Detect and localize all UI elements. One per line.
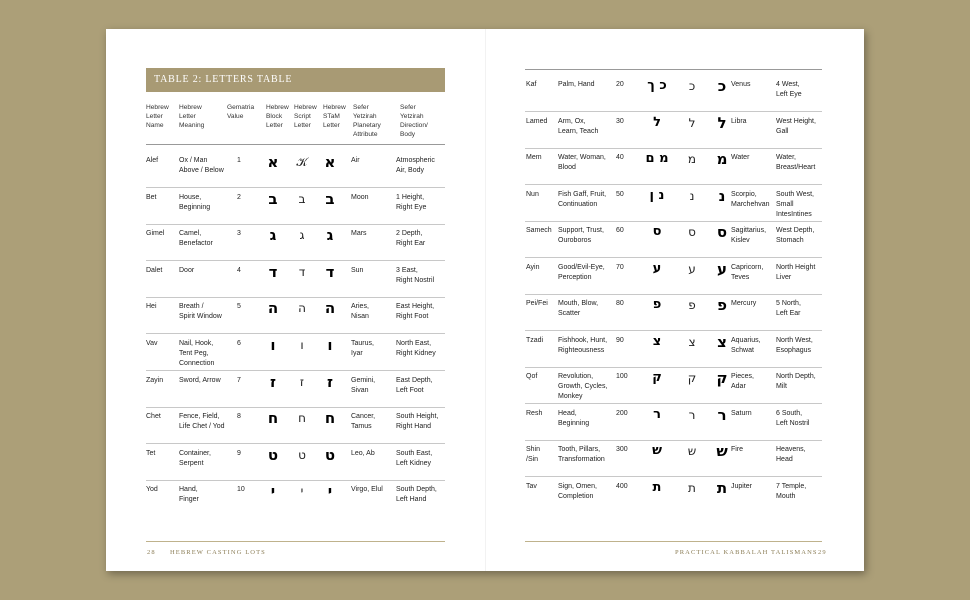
stam-letter: נ	[718, 186, 726, 205]
planetary-attribute: Cancer, Tamus	[351, 413, 376, 431]
script-letter: ס	[688, 225, 696, 239]
gematria-value: 6	[237, 340, 241, 347]
footer-page-number: 28	[147, 549, 156, 556]
row-divider	[146, 370, 445, 371]
gematria-value: 1	[237, 157, 241, 164]
direction-body: North East, Right Kidney	[396, 340, 436, 357]
letter-name: Yod	[146, 486, 158, 494]
letter-name: Bet	[146, 193, 157, 201]
stam-letter: י	[327, 482, 333, 501]
block-letter: צ	[652, 333, 662, 349]
gematria-value: 8	[237, 413, 241, 421]
block-letter: ע	[652, 260, 662, 276]
planetary-attribute: Libra	[731, 117, 747, 125]
letter-name: Dalet	[146, 266, 163, 274]
letter-meaning: Sword, Arrow	[179, 376, 221, 384]
letter-meaning: Hand, Finger	[179, 486, 199, 504]
direction-body: 4 West, Left Eye	[776, 81, 802, 98]
stam-letter: פ	[717, 296, 727, 314]
row-divider	[146, 407, 445, 408]
gematria-value: 4	[237, 266, 241, 274]
row-divider	[525, 221, 822, 222]
letter-meaning: Arm, Ox, Learn, Teach	[558, 117, 599, 135]
block-letter: ש	[652, 443, 662, 458]
letter-meaning: Fish Gaff, Fruit, Continuation	[558, 190, 607, 208]
row-divider	[525, 403, 822, 404]
letter-name: Alef	[146, 157, 159, 164]
direction-body: East Height, Right Foot	[396, 303, 435, 321]
script-letter: ת	[688, 480, 696, 495]
direction-body: West Depth, Stomach	[776, 227, 815, 244]
row-divider	[525, 184, 822, 185]
row-divider	[525, 257, 822, 258]
letter-name: Kaf	[526, 81, 537, 88]
block-letter: ה	[267, 299, 279, 318]
letter-meaning: Tooth, Pillars, Transformation	[558, 446, 605, 463]
stam-letter: ס	[716, 223, 728, 241]
stam-letter: ר	[717, 405, 727, 424]
direction-body: 2 Depth, Right Ear	[396, 230, 426, 248]
block-letter: ת	[652, 479, 662, 495]
block-letter: י	[270, 482, 276, 501]
direction-body: South Height, Right Hand	[396, 413, 439, 431]
header-block-letter: Hebrew Block Letter	[266, 104, 289, 129]
letter-meaning: Water, Woman, Blood	[558, 154, 606, 171]
letter-meaning: Container, Serpent	[179, 449, 211, 467]
direction-body: East Depth, Left Foot	[396, 376, 433, 394]
book-spread	[106, 29, 864, 571]
gematria-value: 90	[616, 336, 624, 344]
block-letter: ס	[652, 224, 662, 239]
letter-meaning: Support, Trust, Ouroboros	[558, 227, 604, 244]
block-letter: ז	[269, 372, 276, 391]
direction-body: North Height Liver	[776, 263, 816, 281]
letter-name: Samech	[526, 227, 552, 234]
row-divider	[146, 297, 445, 298]
right-page	[485, 29, 864, 571]
footer-book-title: HEBREW CASTING LOTS	[170, 549, 266, 556]
letter-name: Nun	[526, 190, 539, 198]
gematria-value: 70	[616, 263, 624, 271]
stam-letter: ג	[326, 226, 334, 245]
stam-letter: ו	[327, 336, 333, 354]
stam-letter: ד	[325, 262, 335, 281]
script-letter: ע	[688, 261, 696, 276]
planetary-attribute: Aries, Nisan	[351, 303, 369, 321]
script-letter: פ	[688, 298, 696, 312]
header-stam-letter: Hebrew STaM Letter	[323, 104, 346, 129]
left-page	[106, 29, 485, 571]
row-divider	[525, 476, 822, 477]
direction-body: 5 North, Left Ear	[776, 300, 801, 317]
script-letter: 𝒦	[296, 155, 308, 169]
block-letter: ג	[269, 226, 277, 245]
letter-name: Lamed	[526, 117, 548, 125]
script-letter: כ	[688, 79, 696, 93]
stam-letter: ק	[716, 369, 728, 387]
planetary-attribute: Pieces, Adar	[731, 373, 754, 390]
planetary-attribute: Capricorn, Teves	[731, 263, 764, 281]
gematria-value: 100	[616, 373, 628, 380]
direction-body: 3 East, Right Nostril	[396, 266, 435, 284]
row-divider	[146, 260, 445, 261]
script-letter: נ	[689, 188, 695, 203]
gematria-value: 300	[616, 446, 628, 453]
letter-name: Chet	[146, 413, 161, 421]
block-letter: מ ם	[645, 151, 669, 166]
direction-body: Atmospheric Air, Body	[396, 157, 435, 174]
gematria-value: 50	[616, 190, 624, 198]
block-letter: נ ן	[649, 187, 665, 203]
row-divider	[146, 333, 445, 334]
script-letter: ט	[298, 447, 306, 462]
letter-name: Gimel	[146, 230, 165, 238]
direction-body: 7 Temple, Mouth	[776, 482, 807, 500]
block-letter: א	[267, 153, 279, 171]
gematria-value: 400	[616, 482, 628, 490]
letter-name: Shin /Sin	[526, 446, 541, 463]
direction-body: South East, Left Kidney	[396, 449, 433, 467]
footer-book-title: PRACTICAL KABBALAH TALISMANS	[675, 549, 818, 556]
gematria-value: 60	[616, 227, 624, 234]
stam-letter: ח	[324, 409, 336, 428]
letter-name: Tav	[526, 482, 537, 490]
planetary-attribute: Water	[731, 154, 750, 161]
letter-meaning: Ox / Man Above / Below	[179, 157, 224, 174]
planetary-attribute: Mercury	[731, 300, 757, 307]
gematria-value: 200	[616, 409, 628, 417]
row-divider	[146, 224, 445, 225]
row-divider	[525, 330, 822, 331]
script-letter: ה	[298, 301, 306, 316]
script-letter: י	[300, 484, 304, 499]
top-rule	[525, 69, 822, 70]
block-letter: ק	[652, 370, 662, 385]
table-title: TABLE 2: LETTERS TABLE	[146, 68, 445, 92]
letter-meaning: Revolution, Growth, Cycles, Monkey	[558, 373, 608, 400]
stam-letter: ה	[324, 299, 336, 318]
block-letter: ד	[268, 262, 278, 281]
row-divider	[146, 443, 445, 444]
gematria-value: 3	[237, 230, 241, 238]
row-divider	[525, 367, 822, 368]
planetary-attribute: Sun	[351, 266, 364, 274]
letter-meaning: Breath / Spirit Window	[179, 303, 222, 321]
gematria-value: 10	[237, 486, 245, 494]
stam-letter: ש	[716, 442, 728, 460]
letter-meaning: Head, Beginning	[558, 409, 590, 427]
header-gematria: Gematria Value	[227, 104, 255, 120]
script-letter: ו	[300, 338, 304, 352]
script-letter: ב	[298, 191, 306, 206]
block-letter: ר	[653, 406, 661, 422]
letter-meaning: Fishhook, Hunt, Righteousness	[558, 336, 608, 354]
planetary-attribute: Fire	[731, 446, 744, 453]
gematria-value: 20	[616, 81, 624, 88]
stam-letter: ל	[717, 113, 727, 132]
script-letter: ר	[688, 407, 696, 422]
letter-name: Ayin	[526, 263, 540, 271]
stam-letter: מ	[716, 150, 728, 168]
script-letter: ק	[687, 371, 697, 385]
row-divider	[525, 148, 822, 149]
direction-body: 6 South, Left Nostril	[776, 409, 810, 427]
letter-meaning: Fence, Field, Life Chet / Yod	[179, 413, 225, 431]
script-letter: ח	[298, 411, 306, 426]
block-letter: פ	[652, 297, 662, 312]
direction-body: 1 Height, Right Eye	[396, 193, 427, 211]
direction-body: North West, Esophagus	[776, 336, 813, 354]
planetary-attribute: Sagittarius, Kislev	[731, 227, 767, 244]
stam-letter: ט	[324, 445, 336, 464]
letter-meaning: Good/Evil-Eye, Perception	[558, 263, 605, 281]
planetary-attribute: Saturn	[731, 409, 752, 417]
gematria-value: 40	[616, 154, 624, 161]
direction-body: West Height, Gall	[776, 117, 816, 135]
letter-meaning: Mouth, Blow, Scatter	[558, 300, 599, 317]
script-letter: ז	[299, 374, 305, 389]
gematria-value: 80	[616, 300, 624, 307]
stam-letter: ע	[717, 259, 727, 278]
footer-rule	[146, 541, 445, 542]
stam-letter: ז	[326, 372, 333, 391]
planetary-attribute: Jupiter	[731, 482, 753, 490]
planetary-attribute: Venus	[731, 81, 751, 88]
header-direction-body: Sefer Yetzirah Direction/ Body	[400, 104, 428, 138]
letter-name: Resh	[526, 409, 543, 417]
stam-letter: ב	[325, 189, 335, 208]
row-divider	[525, 440, 822, 441]
stam-letter: א	[324, 153, 336, 171]
block-letter: ט	[267, 445, 279, 464]
block-letter: ב	[268, 189, 278, 208]
letter-name: Tet	[146, 449, 156, 457]
script-letter: צ	[688, 334, 696, 349]
planetary-attribute: Scorpio, Marchehvan	[731, 190, 770, 208]
gematria-value: 9	[237, 449, 241, 457]
header-script-letter: Hebrew Script Letter	[294, 104, 317, 129]
stam-letter: ת	[716, 478, 728, 497]
row-divider	[525, 111, 822, 112]
gematria-value: 30	[616, 117, 624, 125]
block-letter: כ ך	[647, 78, 667, 93]
script-letter: מ	[687, 152, 697, 166]
gematria-value: 5	[237, 303, 241, 311]
block-letter: ל	[653, 114, 661, 130]
block-letter: ח	[267, 409, 279, 428]
gematria-value: 2	[237, 193, 241, 201]
letter-name: Pei/Fei	[526, 300, 548, 307]
planetary-attribute: Mars	[351, 230, 367, 238]
letter-name: Qof	[526, 373, 538, 380]
letter-meaning: Palm, Hand	[558, 81, 595, 88]
script-letter: ש	[687, 444, 697, 458]
letter-name: Zayin	[146, 376, 164, 384]
planetary-attribute: Air	[351, 157, 360, 164]
header-rule	[146, 144, 445, 145]
header-letter-name: Hebrew Letter Name	[146, 104, 169, 129]
script-letter: ד	[298, 264, 306, 279]
gematria-value: 7	[237, 376, 241, 384]
letter-meaning: Nail, Hook, Tent Peg, Connection	[179, 340, 215, 367]
header-planetary-attribute: Sefer Yetzirah Planetary Attribute	[353, 104, 381, 138]
header-letter-meaning: Hebrew Letter Meaning	[179, 104, 205, 129]
footer-rule	[525, 541, 822, 542]
planetary-attribute: Gemini, Sivan	[351, 376, 376, 394]
footer-page-number: 29	[818, 549, 827, 556]
letter-meaning: House, Beginning	[179, 193, 211, 211]
letter-name: Vav	[146, 340, 158, 347]
direction-body: South Depth, Left Hand	[396, 486, 437, 504]
direction-body: Water, Breast/Heart	[776, 154, 816, 171]
stam-letter: כ	[717, 77, 727, 95]
planetary-attribute: Aquarius, Schwat	[731, 336, 761, 354]
letter-meaning: Camel, Benefactor	[179, 230, 213, 248]
letter-meaning: Door	[179, 266, 195, 274]
letter-name: Hei	[146, 303, 157, 311]
script-letter: ל	[688, 115, 696, 130]
stam-letter: צ	[717, 332, 727, 351]
row-divider	[525, 294, 822, 295]
direction-body: Heavens, Head	[776, 446, 806, 463]
planetary-attribute: Leo, Ab	[351, 449, 375, 457]
letter-meaning: Sign, Omen, Completion	[558, 482, 597, 500]
row-divider	[146, 480, 445, 481]
direction-body: South West, Small IntesIntines	[776, 190, 815, 218]
planetary-attribute: Virgo, Elul	[351, 486, 383, 494]
planetary-attribute: Moon	[351, 193, 369, 201]
row-divider	[146, 187, 445, 188]
letter-name: Mem	[526, 154, 542, 161]
letter-name: Tzadi	[526, 336, 544, 344]
planetary-attribute: Taurus, Iyar	[351, 340, 374, 357]
direction-body: North Depth, Milt	[776, 373, 816, 390]
block-letter: ו	[270, 336, 276, 354]
script-letter: ג	[299, 228, 305, 243]
